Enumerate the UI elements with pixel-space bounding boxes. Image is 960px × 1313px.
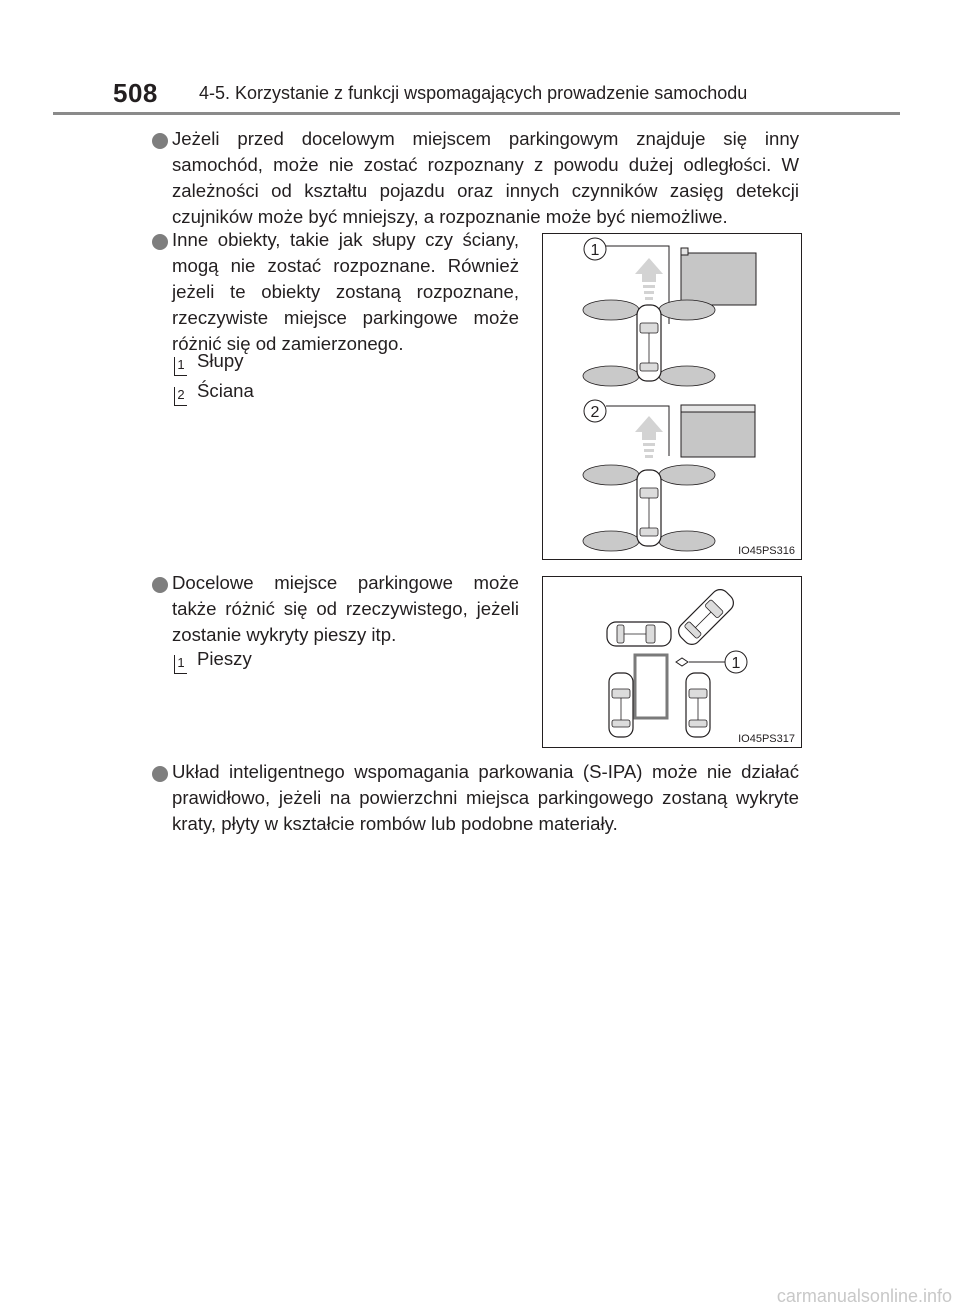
callout-2: 2: [590, 404, 600, 421]
figure-code: IO45PS317: [738, 733, 795, 745]
list-item-pillars: [174, 348, 244, 376]
callout-1: 1: [590, 242, 600, 259]
figure-pedestrian: [542, 576, 802, 748]
figure-code: IO45PS316: [738, 545, 795, 557]
list-item-pedestrian: [174, 646, 252, 674]
header-rule: [53, 112, 900, 115]
list-number: 1: [174, 357, 187, 376]
chapter-title: 4-5. Korzystanie z funkcji wspomagających prowadzenie samochodu: [199, 83, 748, 103]
paragraph-1: Jeżeli przed docelowym miejscem parkingowym znajduje się inny samochód, może nie zostać rozpoznany z powodu dużej odległości. W zależności od kształtu pojazdu oraz innych czynników zasięg detekcji czujników może być mniejszy, a rozpoznanie może być niemożliwe.: [172, 128, 799, 227]
list-label: Słupy: [197, 350, 244, 371]
bullet-icon: [152, 133, 168, 149]
watermark: carmanualsonline.info: [776, 1286, 952, 1306]
bullet-icon: [152, 234, 168, 250]
figure-1-illustration: [543, 234, 801, 559]
paragraph-2: Inne obiekty, takie jak słupy czy ściany, mogą nie zostać rozpoznane. Również jeżeli te obiekty zostaną rozpoznane, rzeczywiste miejsce parkingowe może różnić się od zamierzonego.: [172, 229, 519, 354]
list-number: 1: [174, 655, 187, 674]
figure-2-illustration: [543, 577, 801, 747]
bullet-icon: [152, 577, 168, 593]
paragraph-4: Układ inteligentnego wspomagania parkowania (S-IPA) może nie działać prawidłowo, jeżeli na powierzchni miejsca parkingowego zostaną wykryte kraty, płyty w kształcie rombów lub podobne materiały.: [172, 761, 799, 834]
bullet-icon: [152, 766, 168, 782]
list-number: 2: [174, 387, 187, 406]
callout-1: 1: [731, 655, 741, 672]
figure-pillars-wall: [542, 233, 802, 560]
page-number: 508: [113, 78, 158, 108]
list-item-wall: [174, 378, 254, 406]
paragraph-3: Docelowe miejsce parkingowe może także różnić się od rzeczywistego, jeżeli zostanie wykryty pieszy itp.: [172, 572, 519, 645]
page-header: [113, 78, 913, 112]
list-label: Pieszy: [197, 648, 252, 669]
list-label: Ściana: [197, 380, 254, 401]
